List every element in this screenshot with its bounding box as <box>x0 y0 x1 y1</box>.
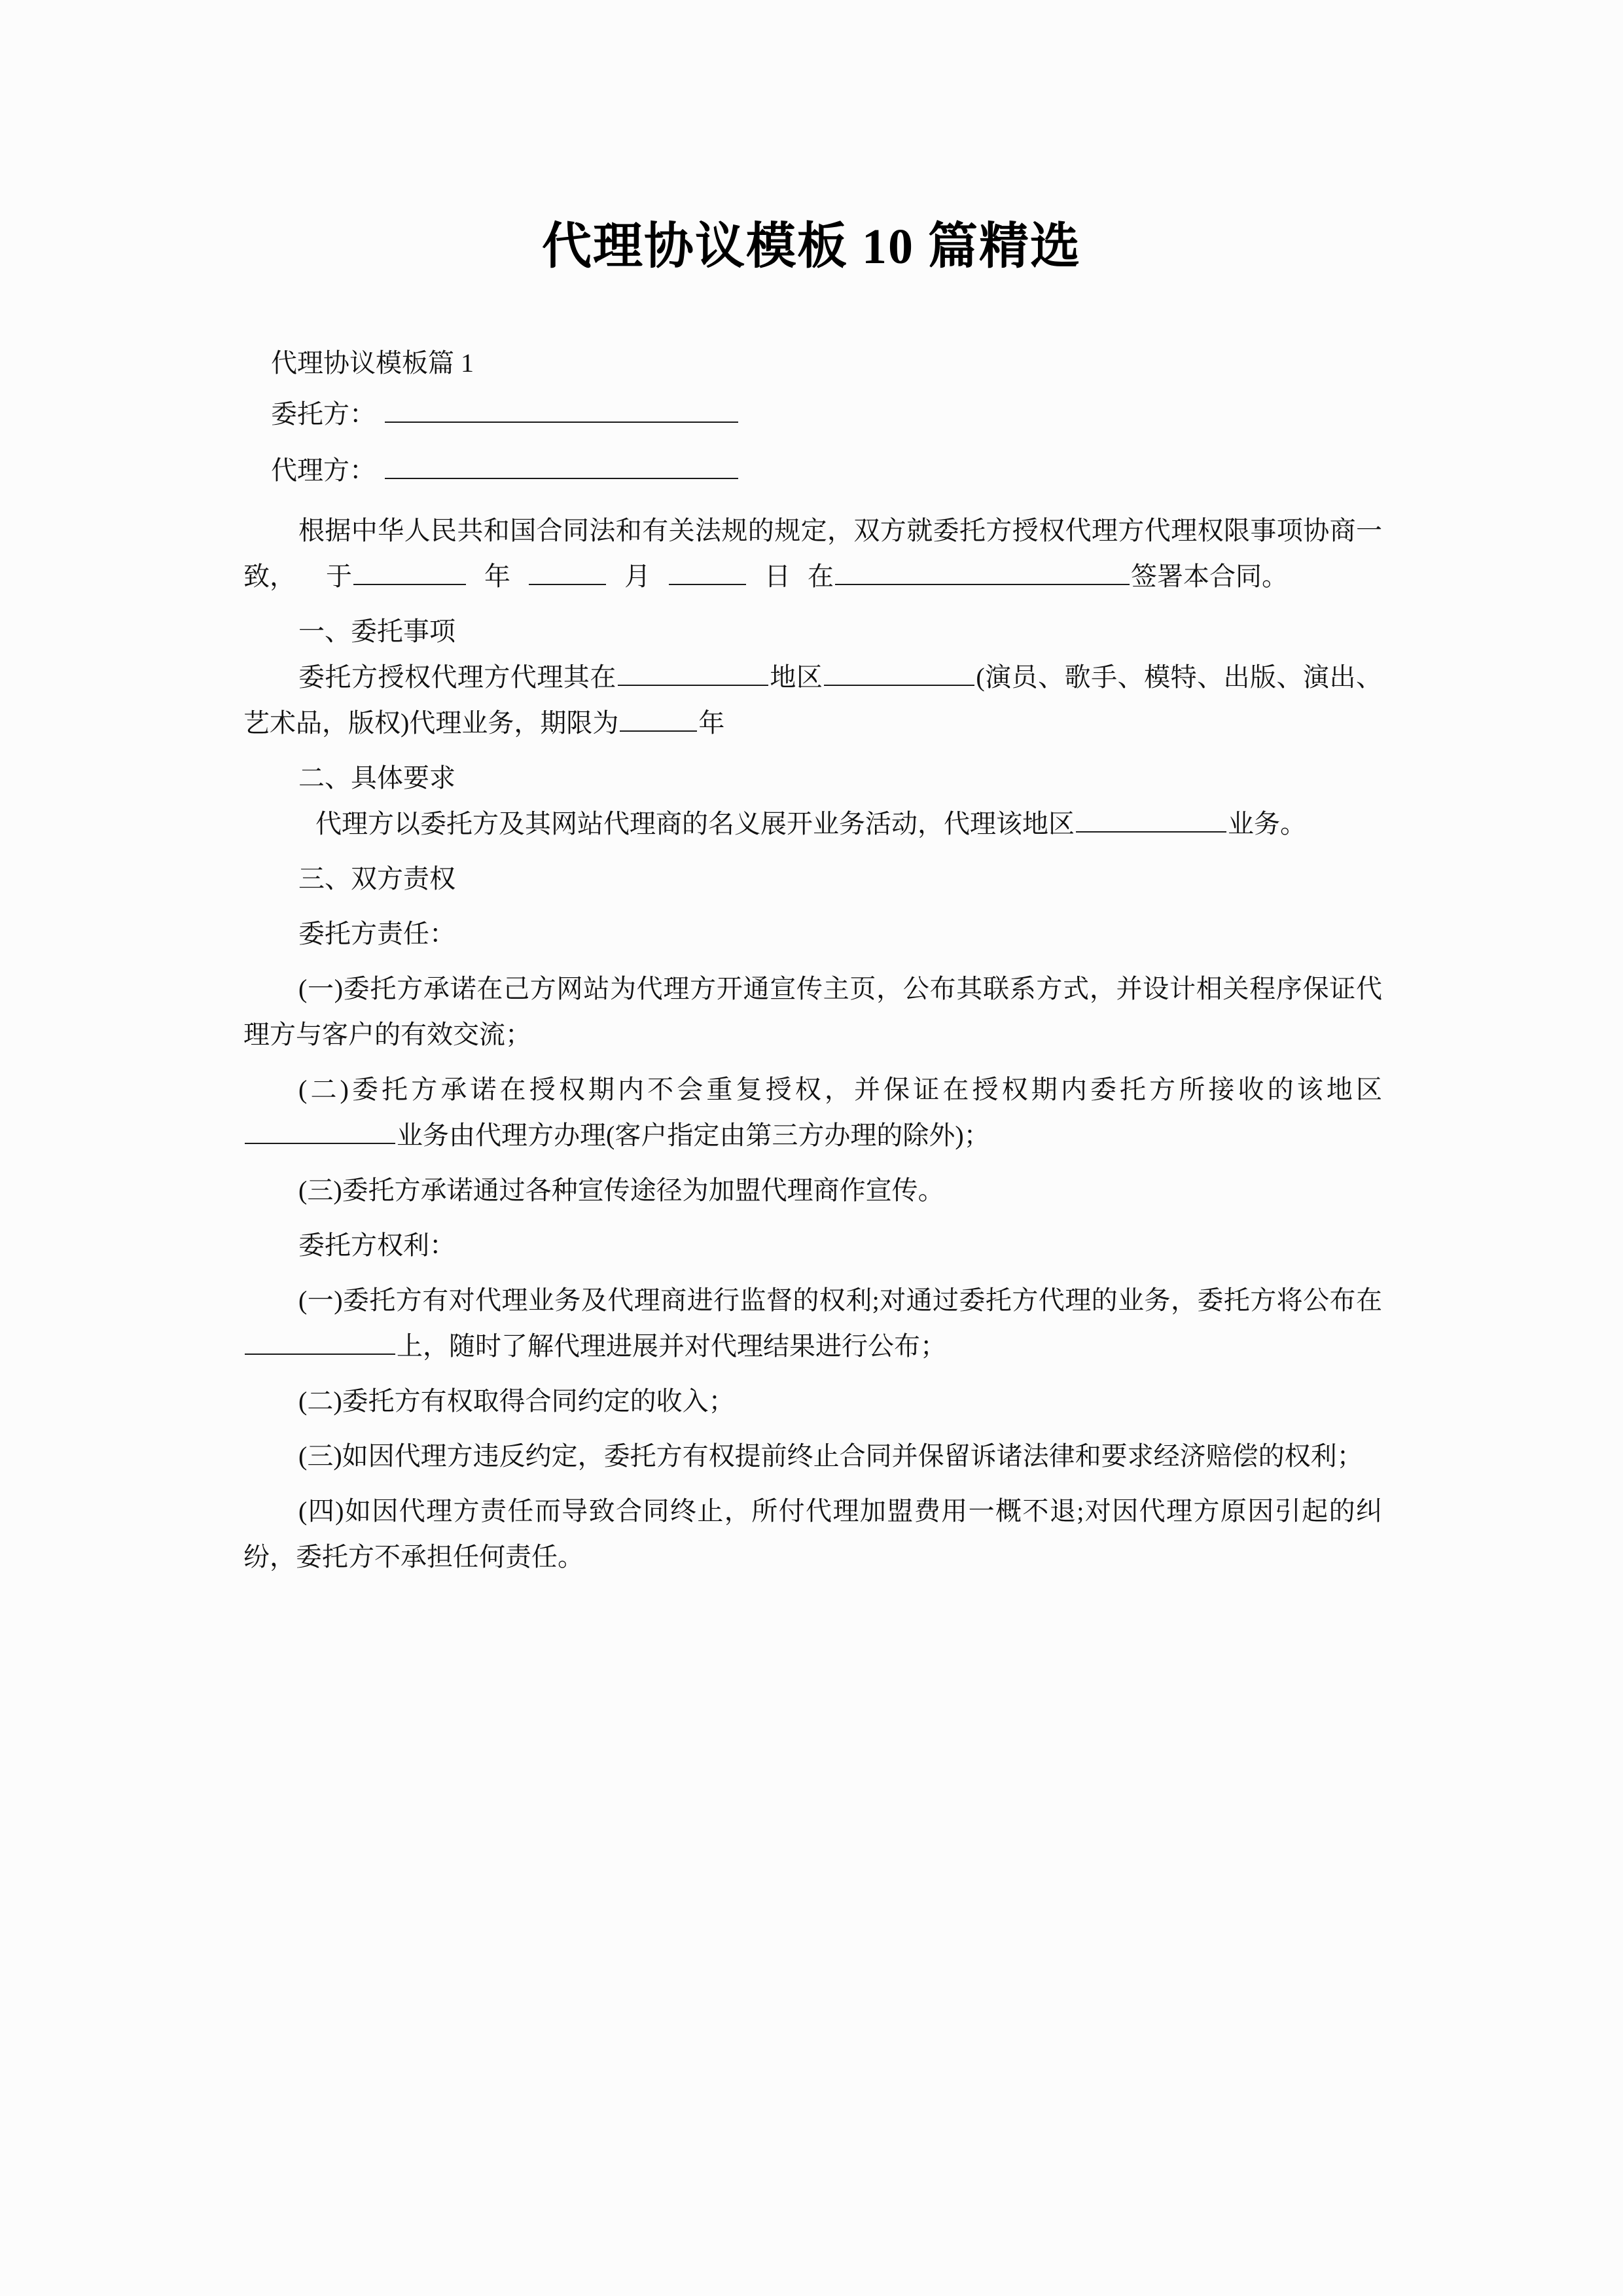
paragraph-entrust-scope <box>243 655 1382 746</box>
preamble-at: 在 <box>808 562 834 591</box>
blank-place[interactable] <box>835 559 1130 585</box>
blank-requirement-business[interactable] <box>1076 806 1226 833</box>
field-agent-label: 代理方： <box>271 456 376 485</box>
blank-term-years[interactable] <box>620 706 697 732</box>
duty-2-text-a: (二)委托方承诺在授权期内不会重复授权，并保证在授权期内委托方所接收的该地区 <box>298 1075 1382 1104</box>
preamble-on: 于 <box>326 562 352 591</box>
blank-month[interactable] <box>529 559 606 585</box>
clause-right-3: (三)如因代理方违反约定，委托方有权提前终止合同并保留诉诸法律和要求经济赔偿的权利； <box>298 1441 1363 1471</box>
field-client <box>243 386 1382 442</box>
duty-2-text-b: 业务由代理方办理(客户指定由第三方办理的除外)； <box>397 1121 990 1150</box>
paragraph-requirements <box>243 801 1382 847</box>
blank-duty-business[interactable] <box>245 1118 395 1144</box>
clause-right-2: (二)委托方有权取得合同约定的收入； <box>298 1386 735 1416</box>
page-title: 代理协议模板 10 篇精选 <box>542 219 1081 274</box>
entrust-text-b: (演员、歌手、模特、出版、演出、艺术品，版权)代理业务，期限为 <box>243 662 1382 738</box>
heading-specific-requirements: 二、具体要求 <box>298 763 455 793</box>
field-client-label: 委托方： <box>271 399 376 429</box>
blank-publish-site[interactable] <box>245 1329 395 1355</box>
clause-duty-3: (三)委托方承诺通过各种宣传途径为加盟代理商作宣传。 <box>298 1175 944 1205</box>
field-agent <box>243 442 1382 499</box>
clause-duty-1: (一)委托方承诺在己方网站为代理方开通宣传主页，公布其联系方式，并设计相关程序保证代理方与客户的有效交流； <box>243 974 1382 1049</box>
blank-business-type[interactable] <box>824 660 974 686</box>
blank-region[interactable] <box>618 660 768 686</box>
heading-mutual-rights: 三、双方责权 <box>298 864 455 893</box>
preamble-sign: 签署本合同。 <box>1131 562 1288 591</box>
requirement-text-a: 代理方以委托方及其网站代理商的名义展开业务活动，代理该地区 <box>315 809 1075 838</box>
right-1-text-a: (一)委托方有对代理业务及代理商进行监督的权利;对通过委托方代理的业务，委托方将公布在 <box>298 1285 1382 1315</box>
blank-day[interactable] <box>669 559 746 585</box>
blank-year[interactable] <box>353 559 466 585</box>
entrust-year: 年 <box>698 708 725 738</box>
clause-right-4: (四)如因代理方责任而导致合同终止，所付代理加盟费用一概不退;对因代理方原因引起的纠纷，委托方不承担任何责任。 <box>243 1496 1382 1571</box>
paragraph-preamble <box>243 508 1382 600</box>
preamble-year: 年 <box>484 562 510 591</box>
entrust-region: 地区 <box>769 662 823 692</box>
right-1-text-b: 上，随时了解代理进展并对代理结果进行公布； <box>397 1331 946 1361</box>
section-label <box>243 340 1382 386</box>
preamble-text-a: 根据中华人民共和国合同法和有关法规的规定，双方就委托方授权代理方代理权限事项协商一致， <box>243 516 1382 591</box>
preamble-month: 月 <box>624 562 651 591</box>
clause-right-1 <box>243 1278 1382 1369</box>
requirement-text-b: 业务。 <box>1228 809 1306 838</box>
field-agent-blank[interactable] <box>385 453 738 479</box>
document-body <box>243 340 1382 1580</box>
section-label-text: 代理协议模板篇 1 <box>271 348 474 378</box>
clause-duty-2 <box>243 1067 1382 1158</box>
field-client-blank[interactable] <box>385 397 738 423</box>
preamble-day: 日 <box>764 562 791 591</box>
entrust-text-a: 委托方授权代理方代理其在 <box>298 662 616 692</box>
subheading-client-duties: 委托方责任： <box>298 919 455 948</box>
heading-entrust-matters: 一、委托事项 <box>298 617 455 646</box>
subheading-client-rights: 委托方权利： <box>298 1230 455 1260</box>
